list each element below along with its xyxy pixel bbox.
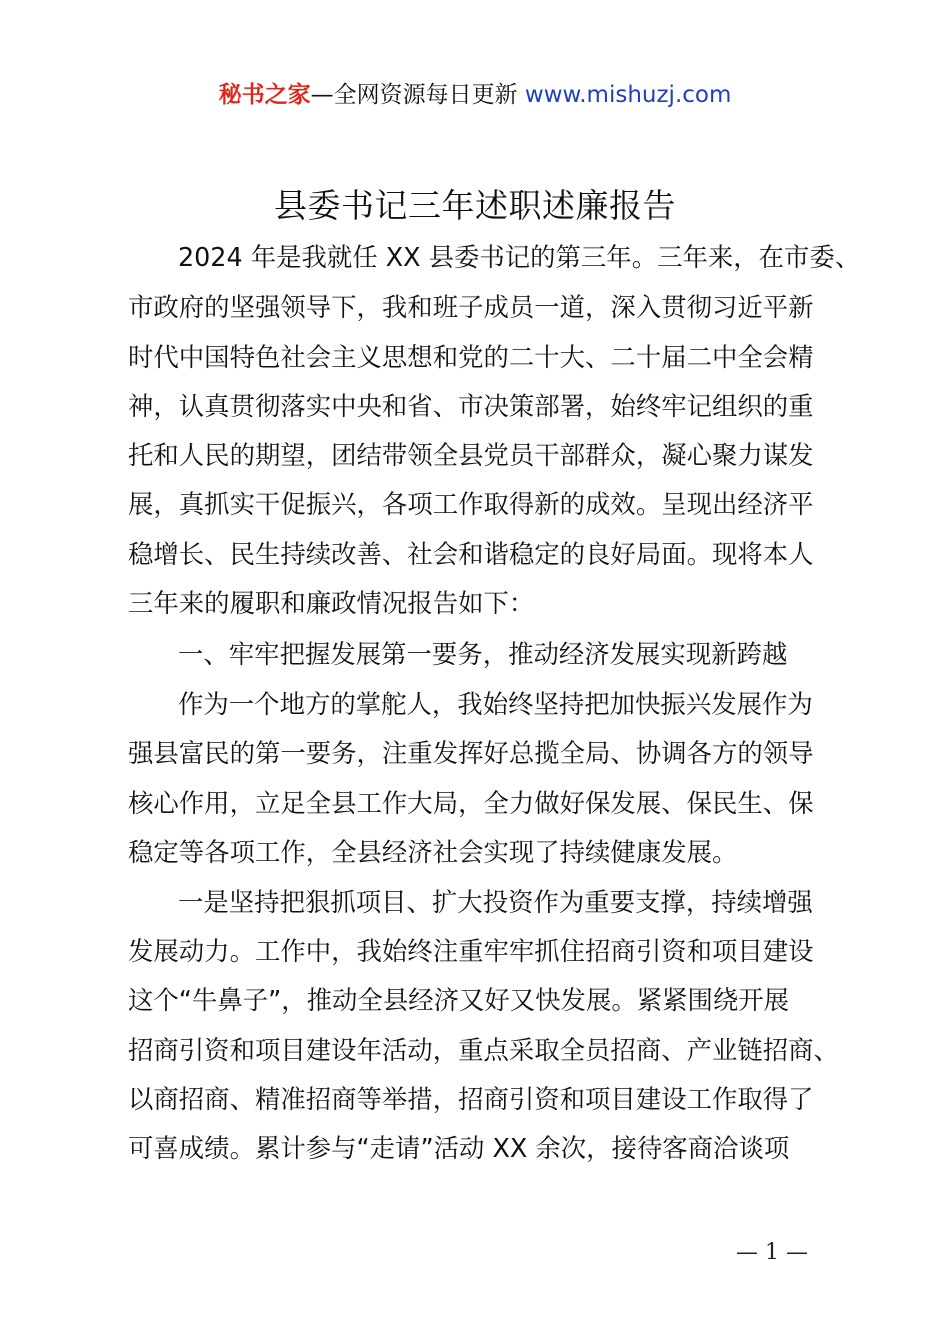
paragraph-line: 稳定等各项工作，全县经济社会实现了持续健康发展。 bbox=[128, 837, 738, 867]
paragraph-line: 时代中国特色社会主义思想和党的二十大、二十届二中全会精 bbox=[128, 342, 814, 372]
paragraph-line: 三年来的履职和廉政情况报告如下： bbox=[128, 588, 535, 618]
paragraph-line: 展，真抓实干促振兴，各项工作取得新的成效。呈现出经济平 bbox=[128, 489, 814, 519]
paragraph-line: 市政府的坚强领导下，我和班子成员一道，深入贯彻习近平新 bbox=[128, 292, 814, 322]
paragraph-line: 可喜成绩。累计参与“走请”活动 XX 余次，接待客商洽谈项 bbox=[128, 1133, 790, 1163]
site-url-link[interactable]: www.mishuzj.com bbox=[524, 82, 732, 108]
paragraph-line: 招商引资和项目建设年活动，重点采取全员招商、产业链招商、 bbox=[128, 1035, 839, 1065]
paragraph-line: 这个“牛鼻子”，推动全县经济又好又快发展。紧紧围绕开展 bbox=[128, 985, 790, 1015]
paragraph-line: 稳增长、民生持续改善、社会和谐稳定的良好局面。现将本人 bbox=[128, 539, 814, 569]
page-number: — 1 — bbox=[736, 1240, 808, 1265]
paragraph-line: 神，认真贯彻落实中央和省、市决策部署，始终牢记组织的重 bbox=[128, 391, 814, 421]
paragraph-line: 作为一个地方的掌舵人，我始终坚持把加快振兴发展作为 bbox=[178, 689, 813, 719]
paragraph-line: 强县富民的第一要务，注重发挥好总揽全局、协调各方的领导 bbox=[128, 738, 814, 768]
paragraph-line: 以商招商、精准招商等举措，招商引资和项目建设工作取得了 bbox=[128, 1084, 814, 1114]
paragraph-line: 发展动力。工作中，我始终注重牢牢抓住招商引资和项目建设 bbox=[128, 936, 814, 966]
section-heading: 一、牢牢把握发展第一要务，推动经济发展实现新跨越 bbox=[178, 639, 788, 669]
brand-name: 秘书之家 bbox=[218, 82, 311, 108]
document-title: 县委书记三年述职述廉报告 bbox=[274, 186, 676, 225]
paragraph-line: 托和人民的期望，团结带领全县党员干部群众，凝心聚力谋发 bbox=[128, 440, 814, 470]
header-tagline: —全网资源每日更新 bbox=[310, 82, 518, 108]
paragraph-line: 核心作用，立足全县工作大局，全力做好保发展、保民生、保 bbox=[128, 788, 814, 818]
site-header bbox=[0, 78, 950, 112]
paragraph-line: 一是坚持把狠抓项目、扩大投资作为重要支撑，持续增强 bbox=[178, 887, 813, 917]
paragraph-line: 2024 年是我就任 XX 县委书记的第三年。三年来，在市委、 bbox=[178, 242, 861, 272]
